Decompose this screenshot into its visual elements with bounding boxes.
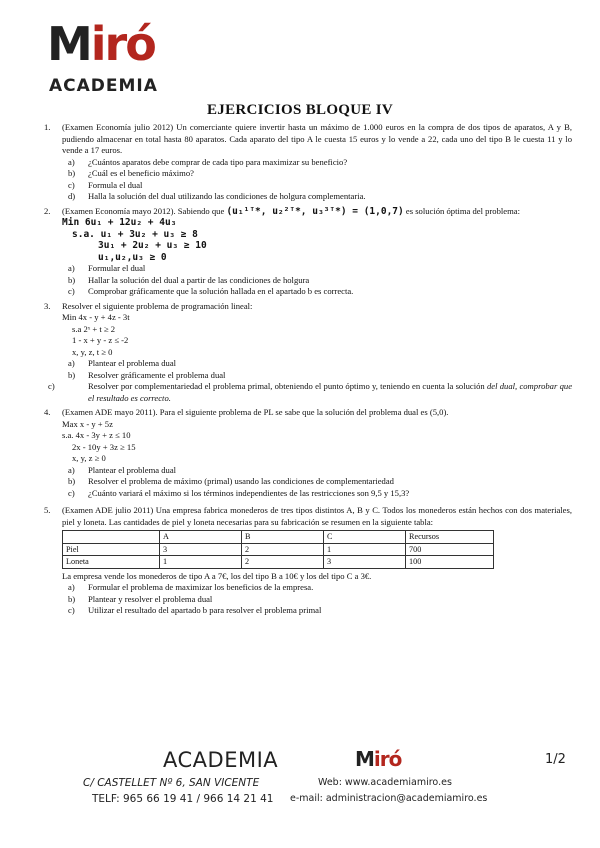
constraint: s.a 2ˣ + t ≥ 2 <box>72 323 116 334</box>
table-cell: 1 <box>160 556 242 569</box>
objective-function: Min 6u₁ + 12u₂ + 4u₃ <box>62 217 177 228</box>
table-cell: 3 <box>324 556 406 569</box>
table-cell: B <box>242 531 324 544</box>
exercise-5 <box>44 505 572 617</box>
table-cell: 100 <box>406 556 494 569</box>
sub-item: c) ¿Cuánto variará el máximo si los términos independientes de las restricciones son 9,5 y 15,3? <box>68 487 410 498</box>
constraint: x, y, z, t ≥ 0 <box>72 346 113 357</box>
table-header-row <box>63 531 494 544</box>
footer-email: e-mail: administracion@academiamiro.es <box>290 793 488 804</box>
exercise-3 <box>44 300 573 405</box>
page-number: 1/2 <box>545 752 566 767</box>
table-cell: A <box>160 531 242 544</box>
sub-item: a) ¿Cuántos aparatos debe comprar de cada tipo para maximizar su beneficio? <box>68 156 348 167</box>
sub-item: b) ¿Cuál es el beneficio máximo? <box>68 168 194 178</box>
sub-item: b) Resolver gráficamente el problema dual <box>68 369 226 380</box>
academy-logo <box>47 17 192 96</box>
constraint: s.a. u₁ + 3u₂ + u₃ ≥ 8 <box>72 228 198 240</box>
table-cell <box>63 531 160 544</box>
exercise-text: (Examen Economía julio 2012) Un comerciante quiere invertir hasta un máximo de 1.000 euros en la compra de dos tipos de aparatos, A y B, pudiendo almacenar en total hasta 80 aparatos. Cada aparato del tipo A le cuesta 15 euros y lo vende a 22, cada uno del tipo B le cuesta 11 y lo vende a 17 euros. <box>62 122 572 155</box>
objective-function: Max x - y + 5z <box>62 418 113 429</box>
sub-item: b) Plantear y resolver el problema dual <box>68 593 213 604</box>
sub-item: c) Resolver por complementariedad el problema primal, obteniendo el punto óptimo y, teniendo en cuenta la solución del dual, comprobar que el resultado es correcto. <box>48 381 573 403</box>
table-cell: 700 <box>406 543 494 556</box>
constraint: 2x - 10y + 3z ≥ 15 <box>72 441 136 452</box>
exercise-1 <box>44 122 572 203</box>
exercise-number: 5. <box>44 505 51 515</box>
exercise-text: La empresa vende los monederos de tipo A a 7€, los del tipo B a 10€ y los del tipo C a 3€. <box>62 570 372 581</box>
footer-address: C/ CASTELLET Nº 6, SAN VICENTE <box>83 777 260 789</box>
footer-phone: TELF: 965 66 19 41 / 966 14 21 41 <box>92 793 274 805</box>
exercise-text: (Examen ADE mayo 2011). Para el siguiente problema de PL se sabe que la solución del problema dual es (5,0). <box>62 407 449 417</box>
exercise-number: 3. <box>44 300 51 311</box>
constraint: u₁,u₂,u₃ ≥ 0 <box>98 251 167 263</box>
logo-wordmark: Miró <box>47 17 155 71</box>
table-cell: 3 <box>160 543 242 556</box>
sub-item: a) Plantear el problema dual <box>68 464 177 475</box>
table-cell: C <box>324 531 406 544</box>
exercise-number: 1. <box>44 122 51 132</box>
exercise-number: 4. <box>44 407 51 417</box>
sub-item: a) Plantear el problema dual <box>68 358 177 368</box>
table-cell: Piel <box>63 543 160 556</box>
constraint: s.a. 4x - 3y + z ≤ 10 <box>62 430 131 440</box>
page-title: EJERCICIOS BLOQUE IV <box>206 102 394 118</box>
constraint: 3u₁ + 2u₂ + u₃ ≥ 10 <box>98 240 207 251</box>
sub-item: c) Utilizar el resultado del apartado b para resolver el problema primal <box>68 605 322 615</box>
exercise-text: Resolver el siguiente problema de programación lineal: <box>62 300 253 311</box>
exercise-4 <box>44 407 572 499</box>
logo-subtitle: ACADEMIA <box>49 76 158 96</box>
table-cell: 2 <box>242 556 324 569</box>
footer-academia: ACADEMIA <box>163 748 279 772</box>
sub-item: a) Formular el dual <box>68 263 146 273</box>
exercise-list <box>44 122 573 620</box>
table-row <box>63 543 494 556</box>
exercise-text: (Examen ADE julio 2011) Una empresa fabrica monederos de tres tipos distintos A, B y C. Todos los monederos están hechos con dos materiales, piel y loneta. Las cantidades de piel y loneta necesarias para su fabricación se resumen en la siguiente tabla: <box>62 505 572 527</box>
objective-function: Min 4x - y + 4z - 3t <box>62 312 130 322</box>
footer-logo: Miró <box>355 747 402 771</box>
sub-item: d) Halla la solución del dual utilizando las condiciones de holgura complementaria. <box>68 191 366 201</box>
exercise-number: 2. <box>44 205 51 216</box>
resources-table <box>62 530 494 569</box>
table-cell: Recursos <box>406 531 494 544</box>
exercise-text: (Examen Economía mayo 2012). Sabiendo que (u₁¹ᵀ*, u₂²ᵀ*, u₃³ᵀ*) = (1,0,7) es solución óptima del problema: <box>62 205 520 217</box>
sub-item: b) Resolver el problema de máximo (primal) usando las condiciones de complementariedad <box>68 476 394 486</box>
table-cell: 1 <box>324 543 406 556</box>
constraint: 1 - x + y - z ≤ -2 <box>72 335 129 345</box>
sub-item: a) Formular el problema de maximizar los beneficios de la empresa. <box>68 582 314 592</box>
footer-web: Web: www.academiamiro.es <box>318 777 452 788</box>
table-cell: 2 <box>242 543 324 556</box>
sub-item: b) Hallar la solución del dual a partir de las condiciones de holgura <box>68 274 310 285</box>
table-cell: Loneta <box>63 556 160 569</box>
exercise-2 <box>44 205 572 298</box>
sub-item: c) Comprobar gráficamente que la solución hallada en el apartado b es correcta. <box>68 286 354 296</box>
constraint: x, y, z ≥ 0 <box>72 453 106 463</box>
table-row <box>63 556 494 569</box>
sub-item: c) Formula el dual <box>68 179 143 190</box>
